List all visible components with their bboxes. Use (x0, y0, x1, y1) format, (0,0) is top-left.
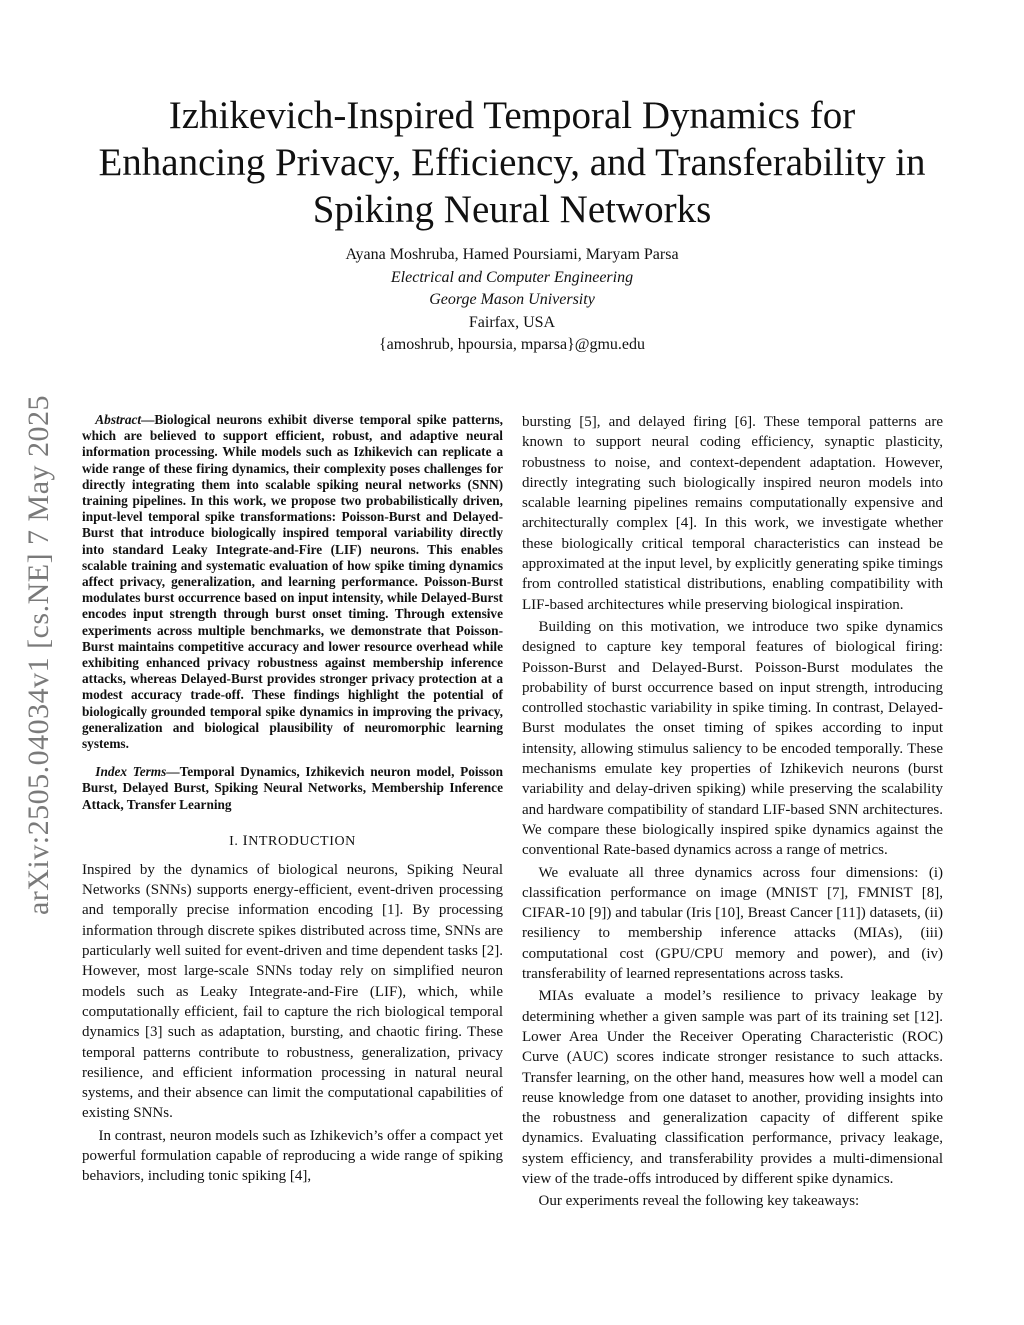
arxiv-identifier: arXiv:2505.04034v1 [cs.NE] 7 May 2025 (22, 394, 55, 916)
right-paragraph-2: Building on this motivation, we introduce two spike dynamics designed to capture key temporal features of biological firing: Poisson-Burst and Delayed-Burst. Poisson-Burst modulates the probability of burst occurrence based on input strength, introducing controlled stochastic variability in spike timing. In contrast, Delayed-Burst modulates the onset timing of spikes according to input intensity, allowing stimulus saliency to be encoded temporally. These mechanisms emulate key properties of Izhikevich neurons (burst variability and delay-driven spiking) while preserving the scalability and hardware compatibility of standard LIF-based SNN architectures. We compare these biologically inspired spike dynamics against the conventional Rate-based dynamics across a range of metrics. (522, 618, 943, 859)
section-first-letter: I (242, 832, 249, 849)
right-column (522, 412, 943, 1214)
author-names: Ayana Moshruba, Hamed Poursiami, Maryam Parsa (345, 246, 679, 263)
title-line-3: Spiking Neural Networks (312, 188, 712, 231)
abstract (82, 412, 503, 752)
index-terms (82, 764, 503, 813)
paper-title (70, 92, 954, 233)
index-terms-label: Index Terms (95, 764, 167, 780)
section-rest: NTRODUCTION (248, 833, 356, 849)
author-location: Fairfax, USA (468, 313, 556, 331)
section-heading-introduction (82, 831, 503, 852)
index-terms-text: —Temporal Dynamics, Izhikevich neuron model, Poisson Burst, Delayed Burst, Spiking Neural Networks, Membership Inference Attack, Transfer Learning (82, 764, 503, 812)
title-line-2: Enhancing Privacy, Efficiency, and Transferability in (98, 141, 926, 184)
right-paragraph-5: Our experiments reveal the following key takeaways: (538, 1193, 860, 1210)
right-paragraph-3: We evaluate all three dynamics across four dimensions: (i) classification performance on image (MNIST [7], FMNIST [8], CIFAR-10 [9]) and tabular (Iris [10], Breast Cancer [11]) datasets, (ii) resiliency to membership inference attacks (MIAs), (iii) computational cost (GPU/CPU memory and power), and (iv) transferability of learned representations across tasks. (522, 864, 943, 983)
abstract-text: —Biological neurons exhibit diverse temporal spike patterns, which are believed to support efficient, robust, and adaptive neural information processing. While models such as Izhikevich can replicate a wide range of these firing dynamics, their complexity poses challenges for directly integrating them into scalable spiking neural networks (SNN) training pipelines. In this work, we propose two probabilistically driven, input-level temporal spike transformations: Poisson-Burst and Delayed-Burst that introduce biologically inspired temporal variability directly into standard Leaky Integrate-and-Fire (LIF) neurons. This enables scalable training and systematic evaluation of how spike timing dynamics affect privacy, generalization, and learning performance. Poisson-Burst modulates burst occurrence based on input intensity, while Delayed-Burst encodes input strength through burst onset timing. Through extensive experiments across multiple benchmarks, we demonstrate that Poisson-Burst maintains competitive accuracy and lower resource overhead while exhibiting enhanced privacy robustness against membership inference attacks, whereas Delayed-Burst provides stronger privacy protection at a modest accuracy trade-off. These findings highlight the potential of biologically grounded temporal spike dynamics in improving the privacy, generalization and biological plausibility of neuromorphic learning systems. (82, 412, 503, 752)
right-paragraph-4: MIAs evaluate a model’s resilience to privacy leakage by determining whether a given sample was part of its training set [12]. Lower Area Under the Receiver Operating Characteristic (ROC) Curve (AUC) scores indicate stronger resistance to such attacks. Transfer learning, on the other hand, measures how well a model can reuse knowledge from one dataset to another, providing insights into the robustness and generalization capacity of different spike dynamics. Evaluating classification performance, privacy leakage, system efficiency, and transferability provides a multi-dimensional view of the trade-offs introduced by different spike dynamics. (522, 988, 943, 1187)
title-line-1: Izhikevich-Inspired Temporal Dynamics for (168, 94, 856, 137)
abstract-label: Abstract (95, 412, 142, 427)
author-department: Electrical and Computer Engineering (390, 268, 634, 286)
author-emails: {amoshrub, hpoursia, mparsa}@gmu.edu (378, 336, 646, 353)
section-numeral: I. (229, 833, 239, 849)
arxiv-sidebar-stamp (8, 350, 70, 960)
author-block (212, 244, 812, 357)
intro-paragraph-1: Inspired by the dynamics of biological neurons, Spiking Neural Networks (SNNs) supports energy-efficient, event-driven processing and temporally precise information encoding [1]. By processing information through discrete spikes distributed across time, SNNs are particularly well suited for event-driven and time dependent tasks [2]. However, most large-scale SNNs today rely on simplified neuron models such as Leaky Integrate-and-Fire (LIF), which, while computationally efficient, fail to capture the rich biological temporal dynamics [3] such as adaptation, bursting, and chaotic firing. These temporal patterns contribute to robustness, generalization, privacy resilience, and efficient information processing in natural neural systems, and their absence can limit the computational capabilities of existing SNNs. (82, 861, 503, 1122)
left-column (82, 412, 503, 1189)
intro-paragraph-2: In contrast, neuron models such as Izhikevich’s offer a compact yet powerful formulation capable of reproducing a wide range of spiking behaviors, including tonic spiking [4], (82, 1127, 503, 1185)
right-paragraph-1: bursting [5], and delayed firing [6]. These temporal patterns are known to support neural coding efficiency, synaptic plasticity, robustness to noise, and context-dependent adaptation. However, directly integrating such biologically inspired neuron models into scalable learning pipelines remains computationally expensive and architecturally complex [4]. In this work, we investigate whether these biologically critical temporal characteristics can instead be approximated at the input level, by explicitly generating spike timings from controlled statistical distributions, enabling compatibility with LIF-based architectures while preserving biological inspiration. (522, 414, 943, 613)
author-university: George Mason University (429, 291, 595, 308)
